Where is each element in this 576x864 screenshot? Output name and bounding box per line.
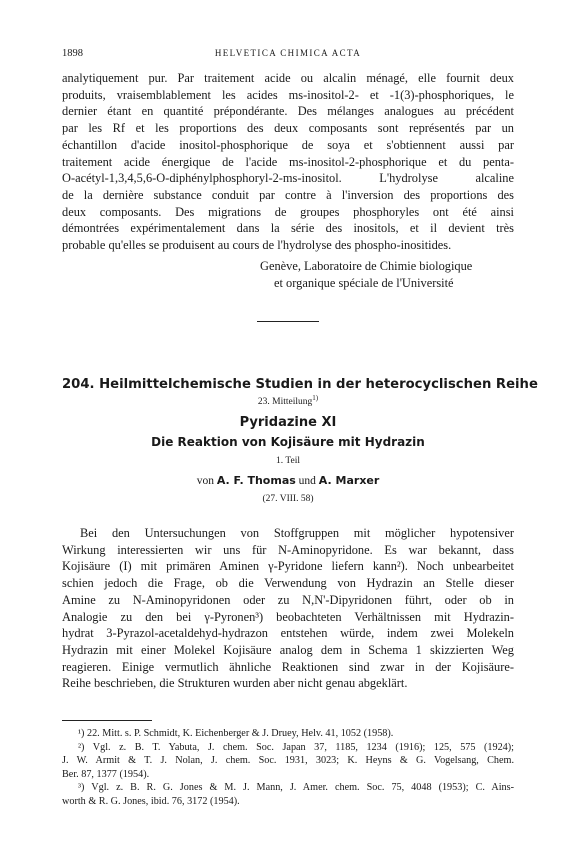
affiliation (260, 258, 472, 291)
text-line: schien jedoch die Frage, ob die Verwendung von Hydrazin an Stelle dieser (62, 576, 514, 591)
by-word: von (196, 475, 214, 487)
part-label: 1. Teil (276, 456, 300, 466)
and-word: und (298, 475, 316, 487)
footnote-line: Ber. 87, 1377 (1954). (62, 768, 150, 780)
footnote-line: ¹) 22. Mitt. s. P. Schmidt, K. Eichenberger & J. Druey, Helv. 41, 1052 (1958). (78, 728, 394, 739)
author-line (62, 474, 514, 487)
affiliation-line: Genève, Laboratoire de Chimie biologique (260, 259, 473, 273)
footnote-line: J. W. Armit & T. J. Nolan, J. chem. Soc. 1931, 3023; K. Heyns & G. Vogelsang, Chem. (62, 755, 514, 767)
communication-number (62, 393, 514, 407)
subtitle-series: Pyridazine XI (239, 415, 337, 430)
text-line: traitement acide énergique de l'acide ms-inositol-2-phosphorique et du penta- (62, 154, 514, 169)
text-line: démontrées expérimentalement dans la série des inositols, et il devient très (62, 221, 514, 236)
text-line: produits, vraisemblablement les acides ms-inositol-2- et -1(3)-phosphoriques, le (62, 87, 514, 102)
text-line: par les Rf et les proportions des deux composants sont représentés par un (62, 121, 514, 136)
text-line: échantillon d'acide inositol-phosphorique de soya et s'obtiennent aussi par (62, 137, 514, 152)
footnote-line: ²) Vgl. z. B. T. Yabuta, J. chem. Soc. Japan 37, 1185, 1234 (1916); 125, 575 (1924); (78, 741, 514, 753)
text-line: Bei den Untersuchungen von Stoffgruppen mit möglicher hypotensiver (80, 526, 514, 540)
text-line: Kojisäure (I) mit primären Aminen γ-Pyridone liefern kann²). Noch unbearbeitet (62, 559, 514, 574)
footnote-line: ³) Vgl. z. B. R. G. Jones & M. J. Mann, J. Amer. chem. Soc. 75, 4048 (1953); C. Ains- (78, 782, 514, 794)
text-line: O-acétyl-1,3,4,5,6-O-diphénylphosphoryl-2-ms-inositol. L'hydrolyse alcaline (62, 171, 514, 186)
author-name: A. Marxer (318, 474, 380, 487)
text-line: Hydrazin mit einer Molekel Kojisäure analog dem in Schema 1 skizzierten Weg (62, 642, 514, 657)
text-line: hydrat 3-Pyrazol-acetaldehyd-hydrazon entstehen würde, indem zwei Molekeln (62, 626, 514, 641)
text-line: dernier étant en quantité prépondérante. Des mélanges analogues au précédent (62, 104, 514, 119)
running-header (62, 48, 514, 62)
section-divider (257, 321, 319, 322)
footnote-line: worth & R. G. Jones, ibid. 76, 3172 (1954). (62, 795, 240, 807)
affiliation-line: et organique spéciale de l'Université (274, 275, 454, 290)
text-line: Analogie zu den bei γ-Pyronen³) beobachteten Verhältnissen mit Hydrazin- (62, 609, 514, 624)
footnote-marker[interactable]: 1) (312, 393, 319, 402)
journal-title: HELVETICA CHIMICA ACTA (214, 48, 362, 58)
text-line: Reihe beschrieben, die Strukturen wurden aber nicht genau abgeklärt. (62, 676, 408, 691)
text-line: reagieren. Einige vermutlich ähnliche Reaktionen sind zwar in der Kojisäure- (62, 659, 514, 674)
received-date: (27. VIII. 58) (262, 494, 314, 504)
footnotes (62, 727, 514, 809)
text-line: deux composants. Des migrations de groupes phosphoryles ont été ainsi (62, 204, 514, 219)
communication-text: 23. Mitteilung (257, 397, 313, 407)
article-body (62, 525, 514, 692)
footnote-divider (62, 720, 152, 721)
text-line: analytiquement pur. Par traitement acide ou alcalin ménagé, elle fournit deux (62, 71, 514, 85)
previous-article-abstract (62, 70, 514, 254)
author-name: A. F. Thomas (216, 474, 296, 487)
text-line: probable qu'elles se produisent au cours de l'hydrolyse des phospho-inositides. (62, 238, 452, 253)
text-line: Amine zu N-Aminopyridonen oder zu N,N'-Dipyridonen führt, oder ob in (62, 592, 514, 607)
page-number: 1898 (62, 48, 83, 59)
text-line: de la dernière substance conduit par contre à l'inversion des proportions des (62, 187, 514, 202)
text-line: Wirkung interessierten wir uns für N-Aminopyridone. Es war bekannt, dass (62, 542, 514, 557)
article-title: 204. Heilmittelchemische Studien in der heterocyclischen Reihe (62, 377, 538, 392)
subtitle-topic: Die Reaktion von Kojisäure mit Hydrazin (151, 435, 425, 449)
